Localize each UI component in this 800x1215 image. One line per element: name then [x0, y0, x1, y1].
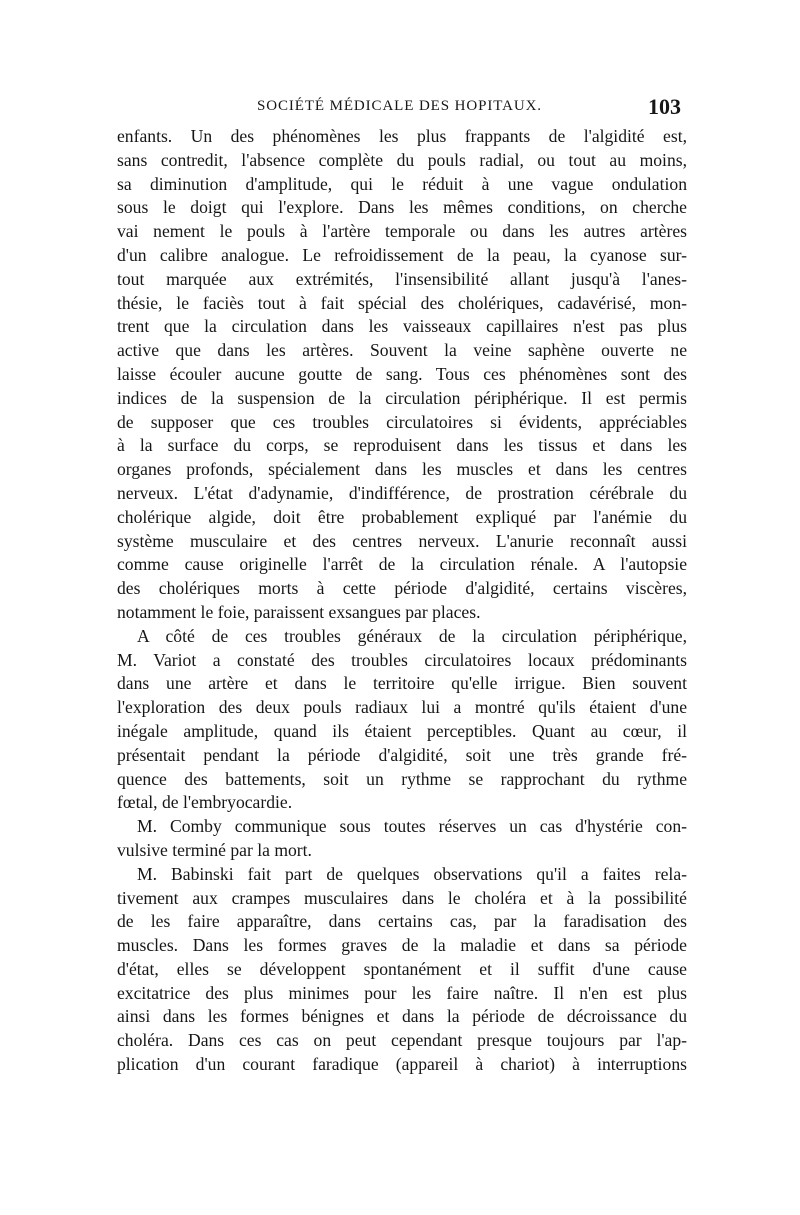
text-line: dans une artère et dans le territoire qu'elle irrigue. Bien souvent — [117, 673, 687, 694]
text-line: active que dans les artères. Souvent la veine saphène ouverte ne — [117, 340, 687, 361]
text-line: enfants. Un des phénomènes les plus frappants de l'algidité est, — [117, 126, 687, 146]
text-line: inégale amplitude, quand ils étaient perceptibles. Quant au cœur, il — [117, 720, 687, 741]
text-line: laisse écouler aucune goutte de sang. Tous ces phénomènes sont des — [117, 363, 687, 384]
body-text — [117, 125, 687, 1077]
text-line: plication d'un courant faradique (appareil à chariot) à interruptions — [117, 1054, 687, 1075]
paragraph-end-line: notamment le foie, paraissent exsangues par places. — [117, 601, 481, 622]
text-line: ainsi dans les formes bénignes et dans la période de décroissance du — [117, 1006, 687, 1027]
text-line: vai nement le pouls à l'artère temporale ou dans les autres artères — [117, 221, 687, 242]
paragraph-first-line: M. Comby communique sous toutes réserves un cas d'hystérie con- — [137, 816, 687, 837]
text-line: présentait pendant la période d'algidité, soit une très grande fré- — [117, 744, 687, 765]
text-line: sa diminution d'amplitude, qui le réduit à une vague ondulation — [117, 173, 687, 194]
text-line: organes profonds, spécialement dans les muscles et dans les centres — [117, 459, 687, 480]
text-line: à la surface du corps, se reproduisent dans les tissus et dans les — [117, 435, 687, 456]
text-line: thésie, le faciès tout à fait spécial des cholériques, cadavérisé, mon- — [117, 292, 687, 313]
paragraph-first-line: M. Babinski fait part de quelques observations qu'il a faites rela- — [137, 863, 687, 884]
running-title: SOCIÉTÉ MÉDICALE DES HOPITAUX. — [257, 98, 542, 114]
text-line: excitatrice des plus minimes pour les faire naître. Il n'en est plus — [117, 982, 687, 1003]
text-line: de supposer que ces troubles circulatoires si évidents, appréciables — [117, 411, 687, 432]
paragraph-end-line: fœtal, de l'embryocardie. — [117, 792, 293, 813]
text-line: des cholériques morts à cette période d'algidité, certains viscères, — [117, 578, 687, 599]
text-line: d'état, elles se développent spontanément et il suffit d'une cause — [117, 958, 687, 979]
text-line: l'exploration des deux pouls radiaux lui a montré qu'ils étaient d'une — [117, 697, 687, 718]
text-line: sous le doigt qui l'explore. Dans les mêmes conditions, on cherche — [117, 197, 687, 218]
text-line: de les faire apparaître, dans certains cas, par la faradisation des — [117, 911, 687, 932]
paragraph-end-line: vulsive terminé par la mort. — [117, 839, 312, 860]
text-line: muscles. Dans les formes graves de la maladie et dans sa période — [117, 935, 687, 956]
text-line: comme cause originelle l'arrêt de la circulation rénale. A l'autopsie — [117, 554, 687, 575]
text-line: sans contredit, l'absence complète du pouls radial, ou tout au moins, — [117, 149, 687, 170]
page-number: 103 — [648, 94, 681, 119]
text-line: d'un calibre analogue. Le refroidissement de la peau, la cyanose sur- — [117, 244, 687, 265]
text-line: indices de la suspension de la circulation périphérique. Il est permis — [117, 387, 687, 408]
text-line: tivement aux crampes musculaires dans le choléra et à la possibilité — [117, 887, 687, 908]
text-line: cholérique algide, doit être probablement expliqué par l'anémie du — [117, 506, 687, 527]
text-line: nerveux. L'état d'adynamie, d'indifférence, de prostration cérébrale du — [117, 482, 687, 503]
text-line: tout marquée aux extrémités, l'insensibilité allant jusqu'à l'anes- — [117, 268, 687, 289]
paragraph-first-line: A côté de ces troubles généraux de la circulation périphérique, — [137, 625, 687, 646]
text-line: système musculaire et des centres nerveux. L'anurie reconnaît aussi — [117, 530, 687, 551]
text-line: M. Variot a constaté des troubles circulatoires locaux prédominants — [117, 649, 687, 670]
text-line: quence des battements, soit un rythme se rapprochant du rythme — [117, 768, 687, 789]
text-line: choléra. Dans ces cas on peut cependant presque toujours par l'ap- — [117, 1030, 687, 1051]
page-header — [0, 94, 800, 124]
text-line: trent que la circulation dans les vaisseaux capillaires n'est pas plus — [117, 316, 687, 337]
